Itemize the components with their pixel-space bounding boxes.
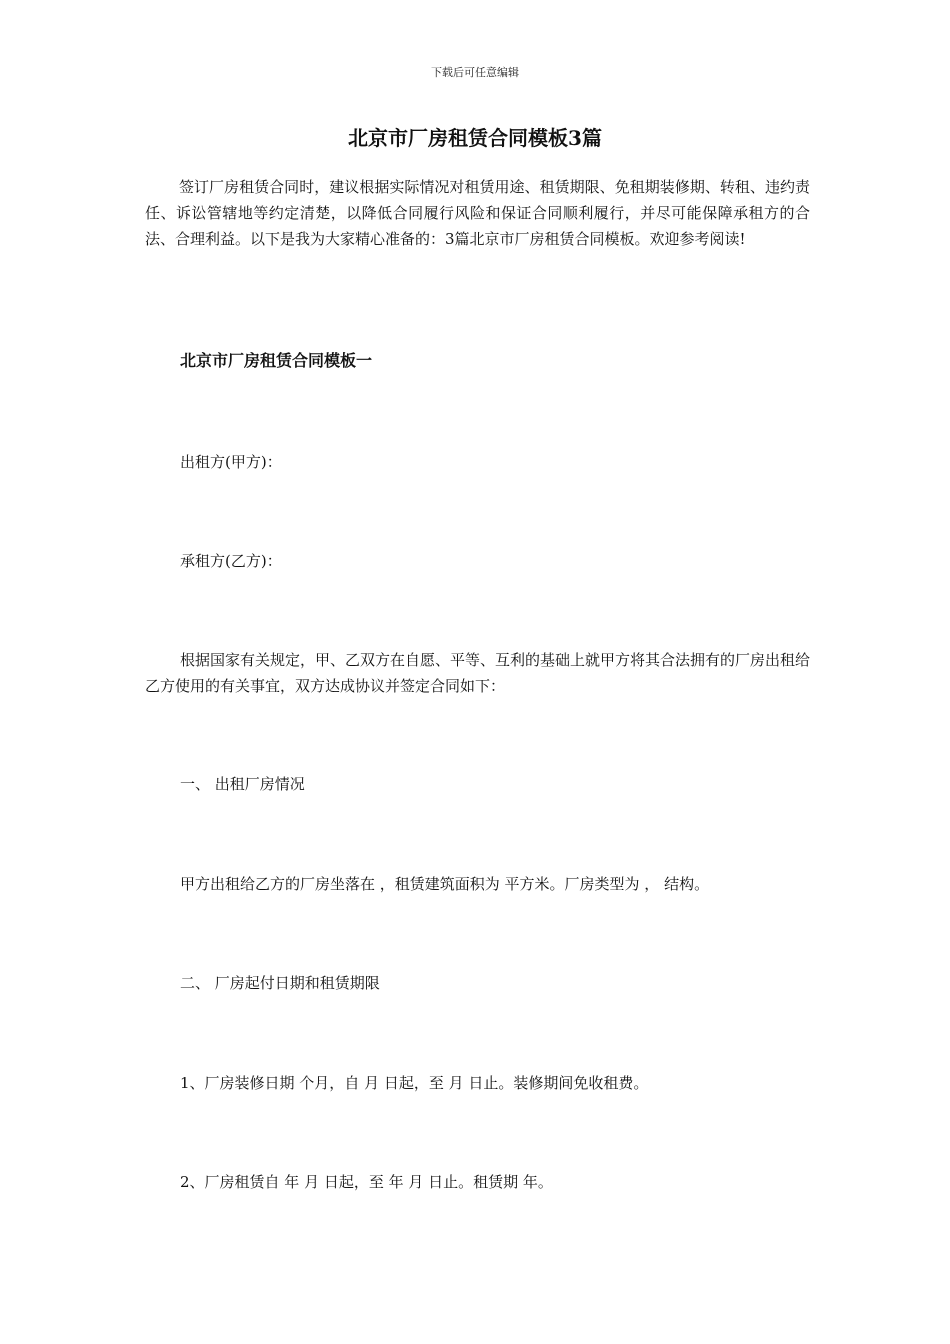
clause-2-item-2: 2、厂房租赁自 年 月 日起，至 年 月 日止。租赁期 年。	[180, 1173, 553, 1191]
clause-2-item-1: 1、厂房装修日期 个月，自 月 日起，至 月 日止。装修期间免收租费。	[180, 1074, 649, 1092]
document-title: 北京市厂房租赁合同模板3篇	[348, 126, 602, 150]
section-heading: 北京市厂房租赁合同模板一	[180, 351, 373, 370]
clause-2-title: 二、 厂房起付日期和租赁期限	[180, 974, 380, 992]
intro-paragraph: 签订厂房租赁合同时，建议根据实际情况对租赁用途、租赁期限、免租期装修期、转租、违约责任、诉讼管辖地等约定清楚，以降低合同履行风险和保证合同顺利履行，并尽可能保障承租方的合法、合理利益。以下是我为大家精心准备的：3篇北京市厂房租赁合同模板。欢迎参考阅读!	[145, 178, 810, 248]
clause-1-title: 一、 出租厂房情况	[180, 775, 305, 793]
lessor-line: 出租方(甲方)：	[180, 453, 282, 471]
preamble-paragraph: 根据国家有关规定，甲、乙双方在自愿、平等、互利的基础上就甲方将其合法拥有的厂房出租给乙方使用的有关事宜，双方达成协议并签定合同如下：	[145, 651, 811, 695]
lessee-line: 承租方(乙方)：	[180, 552, 282, 570]
clause-1-text: 甲方出租给乙方的厂房坐落在 ，租赁建筑面积为 平方米。厂房类型为 ， 结构。	[180, 875, 710, 893]
header-note: 下载后可任意编辑	[431, 66, 519, 79]
